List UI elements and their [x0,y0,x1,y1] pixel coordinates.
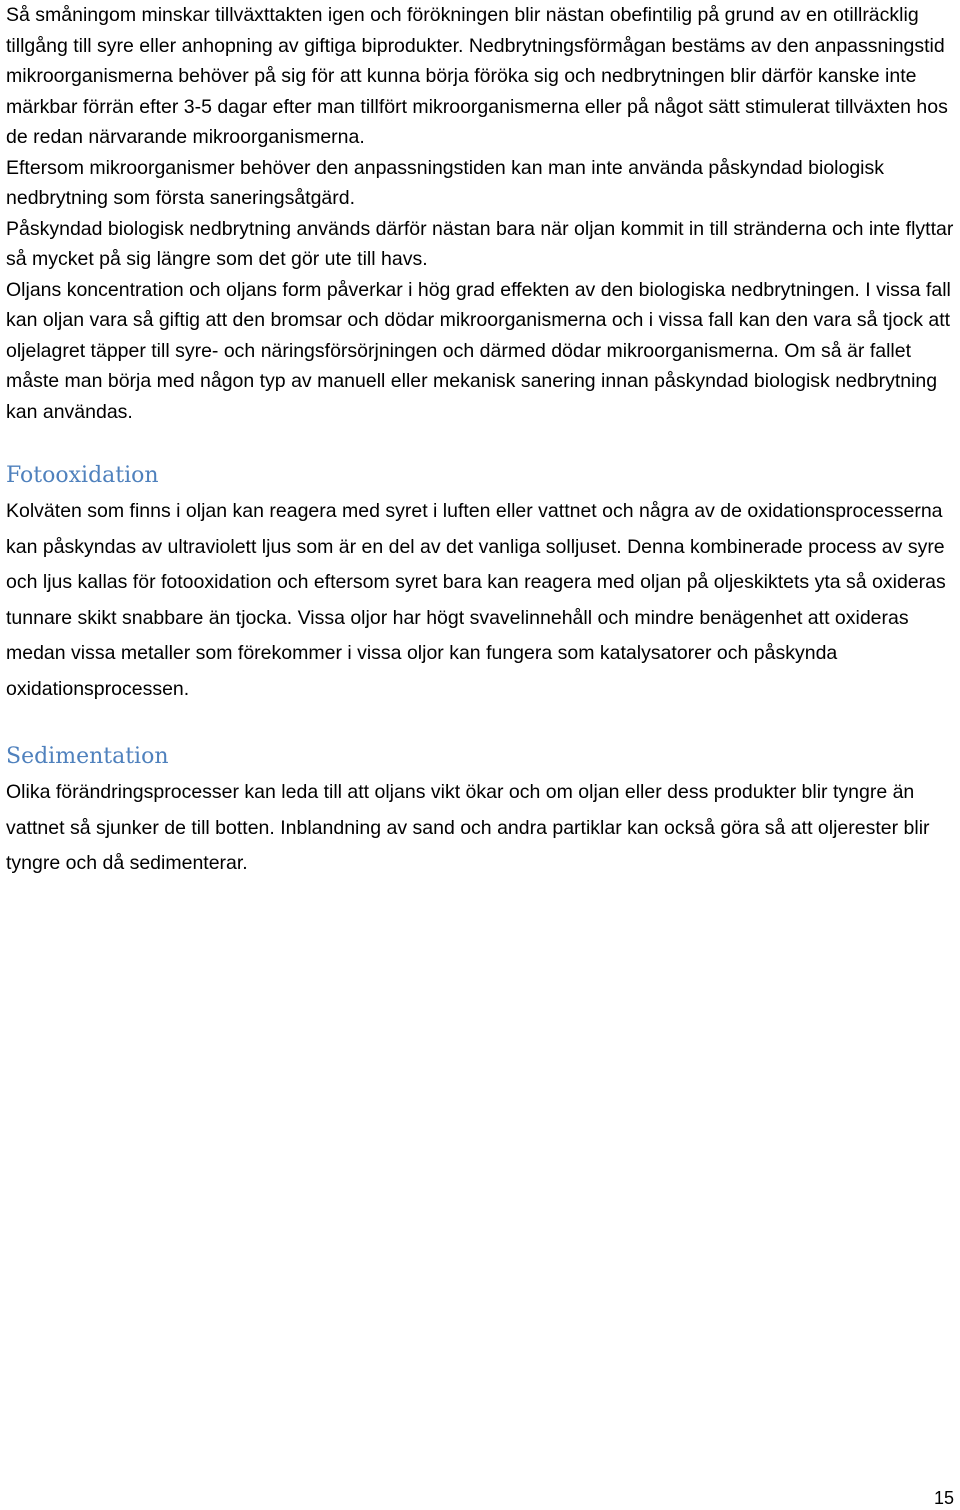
body-paragraph: Påskyndad biologisk nedbrytning används därför nästan bara när oljan kommit in till stränderna och inte flyttar så mycket på sig längre som det gör ute till havs. [6,217,954,270]
document-page [6,0,954,882]
section-heading-sedimentation: Sedimentation [6,744,169,769]
body-paragraph: Så småningom minskar tillväxttakten igen och förökningen blir nästan obefintilig på grund av en otillräcklig tillgång till syre eller anhopning av giftiga biprodukter. Nedbrytningsförmågan bestäms av den anpassningstid mikroorganismerna behöver på sig för att kunna börja föröka sig och nedbrytningen blir därför kanske inte märkbar förrän efter 3-5 dagar efter man tillfört mikroorganismerna eller på något sätt stimulerat tillväxten hos de redan närvarande mikroorganismerna. [6,4,948,148]
page-number: 15 [933,1488,954,1508]
section-body-fotooxidation: Kolväten som finns i oljan kan reagera med syret i luften eller vattnet och några av de oxidationsprocesserna kan påskyndas av ultraviolett ljus som är en del av det vanliga solljuset. Denna kombinerade process av syre och ljus kallas för fotooxidation och eftersom syret bara kan reagera med oljan på oljeskiktets yta så oxideras tunnare skikt snabbare än tjocka. Vissa oljor har högt svavelinnehåll och mindre benägenhet att oxideras medan vissa metaller som förekommer i vissa oljor kan fungera som katalysatorer och påskynda oxidationsprocessen. [6,500,946,700]
section-heading-fotooxidation: Fotooxidation [6,463,159,488]
body-paragraph: Oljans koncentration och oljans form påverkar i hög grad effekten av den biologiska nedbrytningen. I vissa fall kan oljan vara så giftig att den bromsar och dödar mikroorganismerna och i vissa fall kan den vara så tjock att oljelagret täpper till syre- och näringsförsörjningen och därmed dödar mikroorganismerna. Om så är fallet måste man börja med någon typ av manuell eller mekanisk sanering innan påskyndad biologisk nedbrytning kan användas. [6,278,951,423]
section-body-sedimentation: Olika förändringsprocesser kan leda till att oljans vikt ökar och om oljan eller dess produkter blir tyngre än vattnet så sjunker de till botten. Inblandning av sand och andra partiklar kan också göra så att oljerester blir tyngre och då sedimenterar. [6,781,930,874]
body-paragraph: Eftersom mikroorganismer behöver den anpassningstiden kan man inte använda påskyndad biologisk nedbrytning som första saneringsåtgärd. [6,156,885,209]
